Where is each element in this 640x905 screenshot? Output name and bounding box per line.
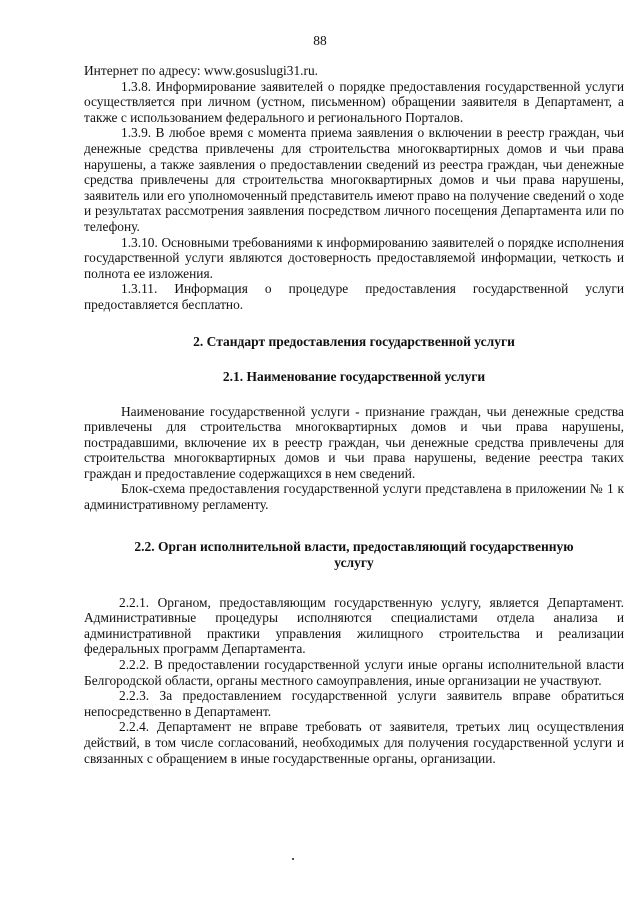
paragraph-1-3-11: 1.3.11. Информация о процедуре предоставления государственной услуги предоставляется бесплатно. [84, 281, 624, 312]
paragraph-service-name: Наименование государственной услуги - признание граждан, чьи денежные средства привлечены для строительства многоквартирных домов и чьи права нарушены, пострадавшими, включение их в реестр граждан, чьи денежные средства привлечены для строительства многоквартирных домов и чьи права нарушены, ведение реестра таких граждан и предоставление содержащихся в нем сведений. [84, 403, 624, 481]
paragraph-1-3-10: 1.3.10. Основными требованиями к информированию заявителей о порядке исполнения государственной услуги являются достоверность предоставляемой информации, четкость и полнота ее изложения. [84, 234, 624, 281]
subsection-heading-2-1: 2.1. Наименование государственной услуги [222, 368, 486, 384]
paragraph-block-scheme: Блок-схема предоставления государственной услуги представлена в приложении № 1 к административному регламенту. [84, 481, 624, 513]
paragraph-1-3-8: 1.3.8. Информирование заявителей о порядке предоставления государственной услуги осуществляется при личном (устном, письменном) обращении заявителя в Департамент, а также с использованием федерального и регионального Порталов. [84, 78, 624, 125]
paragraph-2-2-2: 2.2.2. В предоставлении государственной услуги иные органы исполнительной власти Белгородской области, органы местного самоуправления, иные организации не участвуют. [84, 657, 624, 688]
section-heading: 2. Стандарт предоставления государственной услуги [193, 333, 515, 349]
scan-speck [292, 858, 294, 860]
paragraph-1-3-9: 1.3.9. В любое время с момента приема заявления о включении в реестр граждан, чьи денежные средства привлечены для строительства многоквартирных домов и чьи права нарушены, а также заявления о предоставлении сведений из реестра граждан, чьи денежные средства привлечены для строительства многоквартирных домов и чьи права нарушены, заявитель или его уполномоченный представитель имеют право на получение сведений о ходе и результатах рассмотрения заявления посредством личного посещения Департамента или по телефону. [84, 125, 624, 234]
paragraph-2-2-4: 2.2.4. Департамент не вправе требовать от заявителя, третьих лиц осуществления действий, в том числе согласований, необходимых для получения государственной услуги и связанных с обращением в иные государственные органы, организации. [84, 719, 624, 766]
paragraph: Интернет по адресу: www.gosuslugi31.ru. [84, 63, 318, 78]
paragraph-2-2-3: 2.2.3. За предоставлением государственной услуги заявитель вправе обратиться непосредственно в Департамент. [84, 688, 624, 719]
paragraph-2-2-1: 2.2.1. Органом, предоставляющим государственную услугу, является Департамент. Административные процедуры исполняются специалистами отдела анализа и административной практики управления жилищного строительства и реализации федеральных программ Департамента. [84, 594, 624, 657]
page-number: 88 [313, 33, 327, 48]
subsection-heading-2-2: 2.2. Орган исполнительной власти, предоставляющий государственную услугу [134, 538, 574, 570]
document-body [84, 63, 624, 766]
